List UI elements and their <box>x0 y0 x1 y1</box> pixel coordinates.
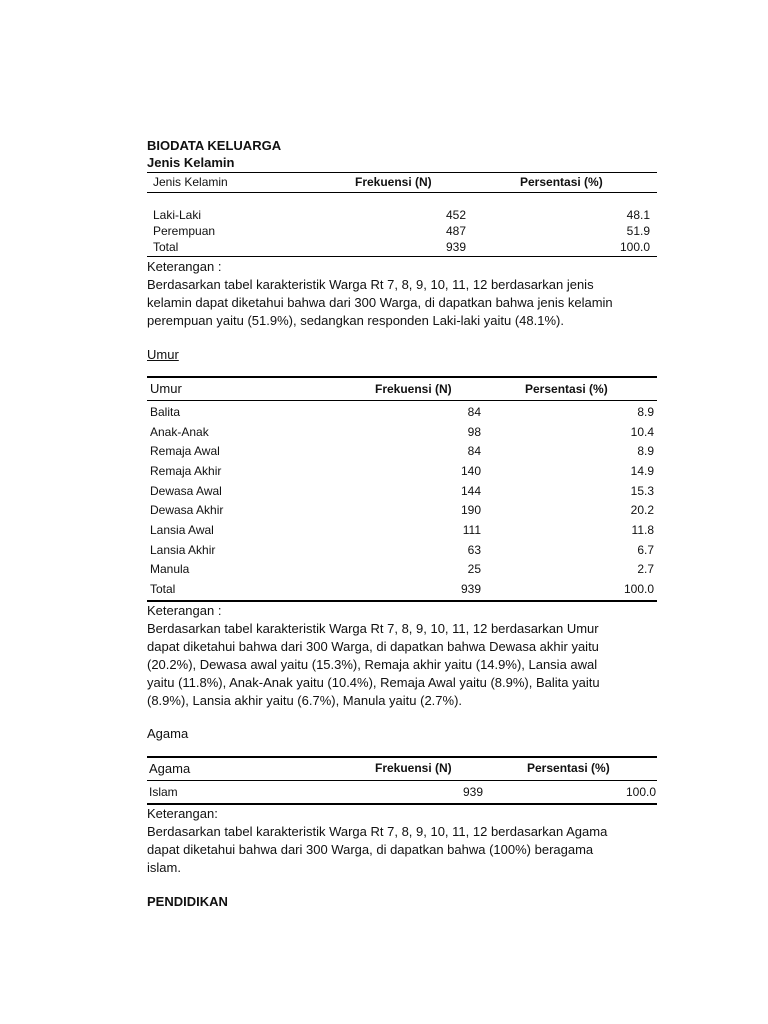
row-percentage: 8.9 <box>637 444 654 458</box>
row-percentage: 10.4 <box>630 425 654 439</box>
gender-col-label-header: Jenis Kelamin <box>153 175 228 189</box>
gender-col-pct-header: Persentasi (%) <box>520 175 603 189</box>
row-percentage: 14.9 <box>630 464 654 478</box>
note-line: dapat diketahui bahwa dari 300 Warga, di dapatkan bahwa (100%) beragama <box>147 842 594 857</box>
row-frequency: 140 <box>460 464 481 478</box>
age-note-paragraph <box>147 620 667 710</box>
note-line: Berdasarkan tabel karakteristik Warga Rt 7, 8, 9, 10, 11, 12 berdasarkan Umur <box>147 621 599 636</box>
religion-col-label-header: Agama <box>149 761 191 776</box>
note-line: Berdasarkan tabel karakteristik Warga Rt 7, 8, 9, 10, 11, 12 berdasarkan jenis <box>147 277 594 292</box>
note-line: perempuan yaitu (51.9%), sedangkan responden Laki-laki yaitu (48.1%). <box>147 313 564 328</box>
religion-note-paragraph <box>147 823 667 877</box>
note-line: (8.9%), Lansia akhir yaitu (6.7%), Manula yaitu (2.7%). <box>147 693 463 708</box>
row-label: Dewasa Akhir <box>150 503 224 517</box>
age-note-label: Keterangan : <box>147 603 222 618</box>
row-label: Total <box>153 240 179 254</box>
document-heading: BIODATA KELUARGA <box>147 138 282 153</box>
religion-section-title: Agama <box>147 726 189 741</box>
age-table-bottom-rule <box>147 600 657 602</box>
education-section-title: PENDIDIKAN <box>147 894 228 909</box>
religion-note-label: Keterangan: <box>147 806 218 821</box>
row-frequency: 63 <box>467 543 481 557</box>
gender-note-label: Keterangan : <box>147 259 222 274</box>
row-label: Balita <box>150 405 181 419</box>
age-col-pct-header: Persentasi (%) <box>525 382 608 396</box>
note-line: kelamin dapat diketahui bahwa dari 300 Warga, di dapatkan bahwa jenis kelamin <box>147 295 613 310</box>
row-label: Remaja Akhir <box>150 464 222 478</box>
row-percentage: 100.0 <box>623 582 654 596</box>
row-label: Islam <box>149 785 178 799</box>
gender-section-title: Jenis Kelamin <box>147 155 235 170</box>
row-frequency: 487 <box>445 224 466 238</box>
row-frequency: 939 <box>460 582 481 596</box>
religion-col-pct-header: Persentasi (%) <box>527 761 610 775</box>
row-frequency: 939 <box>462 785 483 799</box>
row-label: Perempuan <box>153 224 216 238</box>
note-line: dapat diketahui bahwa dari 300 Warga, di dapatkan bahwa Dewasa akhir yaitu <box>147 639 599 654</box>
gender-table-header-rule <box>147 192 657 193</box>
row-label: Remaja Awal <box>150 444 220 458</box>
row-percentage: 100.0 <box>619 240 650 254</box>
row-frequency: 190 <box>460 503 481 517</box>
religion-col-n-header: Frekuensi (N) <box>375 761 452 775</box>
row-percentage: 15.3 <box>630 484 654 498</box>
gender-table-bottom-rule <box>147 256 657 257</box>
row-percentage: 11.8 <box>631 523 654 537</box>
age-table-header-rule <box>147 400 657 401</box>
note-line: yaitu (11.8%), Anak-Anak yaitu (10.4%), Remaja Awal yaitu (8.9%), Balita yaitu <box>147 675 600 690</box>
note-line: Berdasarkan tabel karakteristik Warga Rt 7, 8, 9, 10, 11, 12 berdasarkan Agama <box>147 824 608 839</box>
age-col-n-header: Frekuensi (N) <box>375 382 452 396</box>
row-label: Lansia Akhir <box>150 543 216 557</box>
gender-table-top-rule <box>147 172 657 173</box>
religion-table-top-rule <box>147 756 657 758</box>
row-label: Lansia Awal <box>150 523 214 537</box>
row-label: Laki-Laki <box>153 208 202 222</box>
age-section-title: Umur <box>147 347 179 362</box>
gender-col-n-header: Frekuensi (N) <box>355 175 432 189</box>
religion-table-bottom-rule <box>147 803 657 805</box>
row-label: Anak-Anak <box>150 425 209 439</box>
age-table-top-rule <box>147 376 657 378</box>
row-label: Dewasa Awal <box>150 484 222 498</box>
row-percentage: 51.9 <box>626 224 650 238</box>
row-frequency: 452 <box>445 208 466 222</box>
row-frequency: 98 <box>467 425 481 439</box>
row-percentage: 48.1 <box>626 208 650 222</box>
row-frequency: 111 <box>462 523 481 537</box>
row-frequency: 84 <box>467 405 481 419</box>
age-col-label-header: Umur <box>150 381 182 396</box>
note-line: (20.2%), Dewasa awal yaitu (15.3%), Remaja akhir yaitu (14.9%), Lansia awal <box>147 657 598 672</box>
row-frequency: 939 <box>445 240 466 254</box>
row-frequency: 144 <box>460 484 481 498</box>
gender-note-paragraph <box>147 276 667 330</box>
row-label: Total <box>150 582 176 596</box>
row-percentage: 6.7 <box>637 543 654 557</box>
row-percentage: 20.2 <box>630 503 654 517</box>
note-line: islam. <box>147 860 181 875</box>
row-percentage: 2.7 <box>637 562 654 576</box>
row-label: Manula <box>150 562 190 576</box>
religion-table-header-rule <box>147 780 657 781</box>
row-percentage: 8.9 <box>637 405 654 419</box>
row-percentage: 100.0 <box>625 785 656 799</box>
row-frequency: 25 <box>467 562 481 576</box>
row-frequency: 84 <box>467 444 481 458</box>
